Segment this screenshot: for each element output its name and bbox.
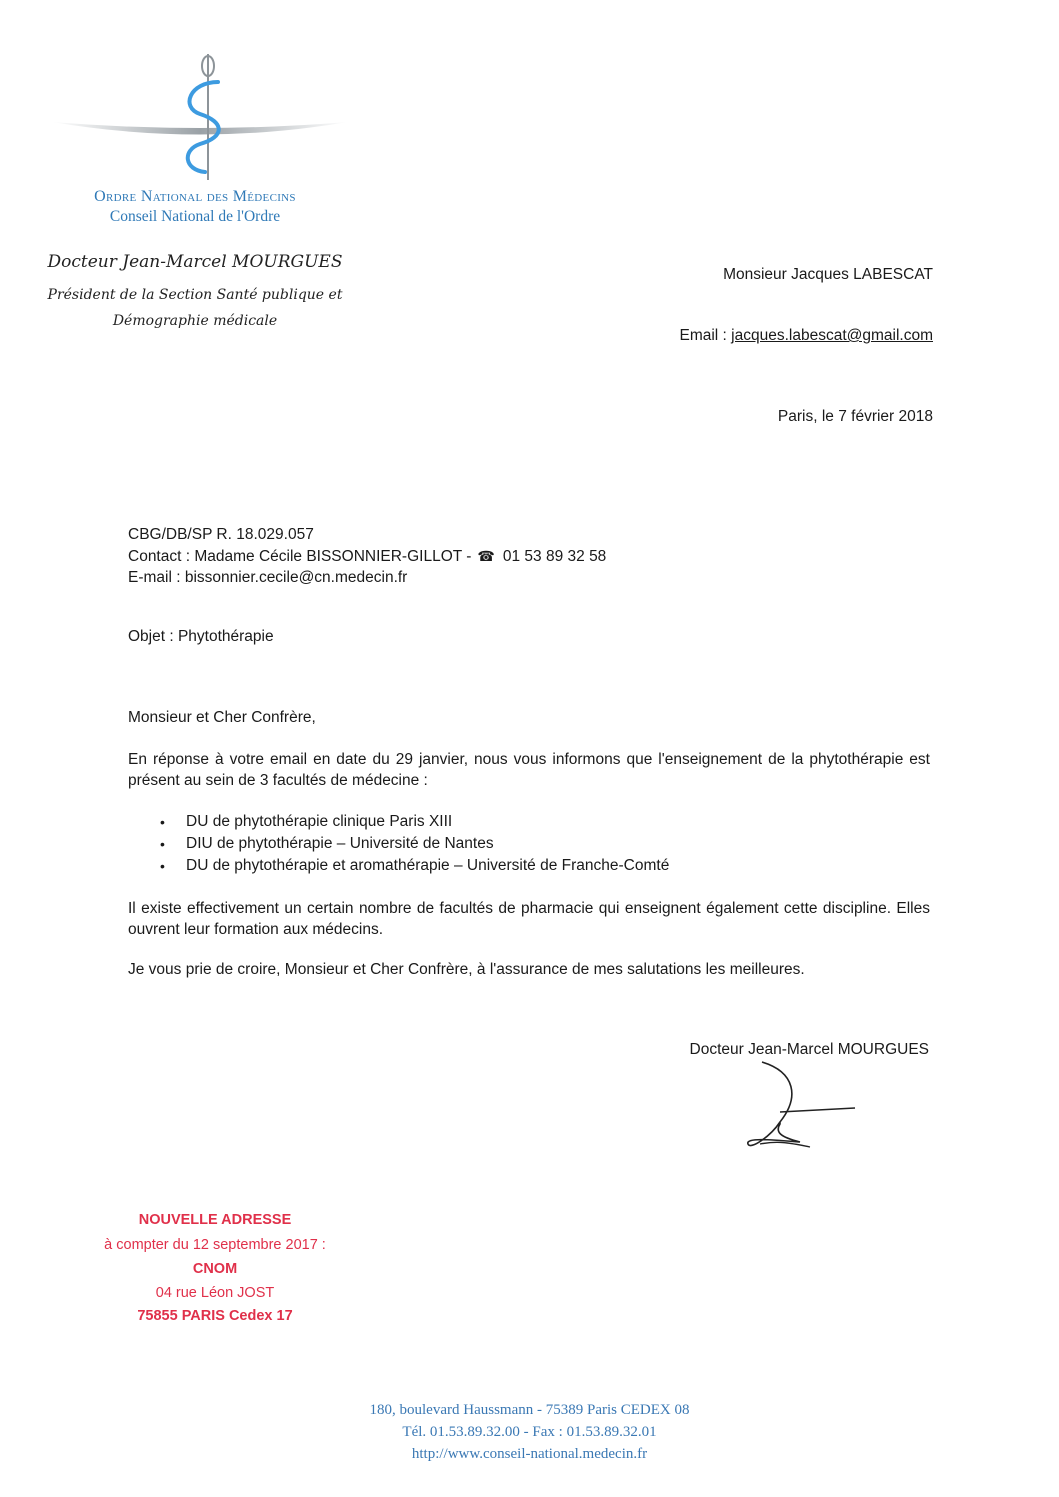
bullet-icon: • [160,858,165,874]
reference-email: E-mail : bissonnier.cecile@cn.medecin.fr [128,569,408,586]
stamp-title: NOUVELLE ADRESSE [138,1212,292,1228]
stamp-date: à compter du 12 septembre 2017 : [104,1237,326,1253]
stamp-city: 75855 PARIS Cedex 17 [137,1308,293,1324]
bullet-icon: • [160,836,165,852]
footer-address: 180, boulevard Haussmann - 75389 Paris CEDEX 08 [369,1402,690,1418]
body-paragraph-2: Il existe effectivement un certain nombre de facultés de pharmacie qui enseignent également cette discipline. Elles ouvrent leur formation aux médecins. [128,900,930,938]
body-paragraph-1: En réponse à votre email en date du 29 janvier, nous vous informons que l'enseignement de la phytothérapie est présent au sein de 3 facultés de médecine : [128,751,930,789]
list-item-text: DIU de phytothérapie – Université de Nantes [186,835,494,852]
reference-number: CBG/DB/SP R. 18.029.057 [128,526,314,543]
recipient-name: Monsieur Jacques LABESCAT [723,266,933,283]
closing-formula: Je vous prie de croire, Monsieur et Cher Confrère, à l'assurance de mes salutations les meilleures. [128,961,805,978]
place-date: Paris, le 7 février 2018 [777,408,933,425]
sender-title-line1: Président de la Section Santé publique et [47,287,343,303]
contact-phone: 01 53 89 32 58 [502,548,607,565]
list-item [160,833,669,855]
subject-line: Objet : Phytothérapie [128,628,274,645]
list-item-text: DU de phytothérapie clinique Paris XIII [186,813,453,830]
list-item-text: DU de phytothérapie et aromathérapie – Université de Franche-Comté [186,857,670,874]
signature-icon [740,1052,870,1162]
sender-name: Docteur Jean-Marcel MOURGUES [47,252,343,272]
recipient-email-label: Email : [679,327,732,344]
footer-website[interactable]: http://www.conseil-national.medecin.fr [411,1446,648,1462]
caduceus-icon [50,52,350,182]
stamp-org: CNOM [192,1261,238,1277]
salutation: Monsieur et Cher Confrère, [128,709,316,726]
sender-title-line2: Démographie médicale [112,313,278,329]
bullet-icon: • [160,814,165,830]
signatory-name: Docteur Jean-Marcel MOURGUES [689,1041,929,1058]
reference-contact [128,548,606,566]
recipient-email-link[interactable]: jacques.labescat@gmail.com [731,327,933,344]
faculty-list [160,811,669,877]
recipient-email-line [679,327,933,345]
footer-phones: Tél. 01.53.89.32.00 - Fax : 01.53.89.32.01 [402,1424,657,1440]
org-subname: Conseil National de l'Ordre [109,208,281,225]
org-name: Ordre National des Médecins [94,188,296,205]
telephone-icon: ☎ [477,548,495,564]
list-item [160,811,669,833]
contact-text: Contact : Madame Cécile BISSONNIER-GILLOT - [128,548,472,565]
stamp-street: 04 rue Léon JOST [155,1285,275,1301]
list-item [160,855,669,877]
